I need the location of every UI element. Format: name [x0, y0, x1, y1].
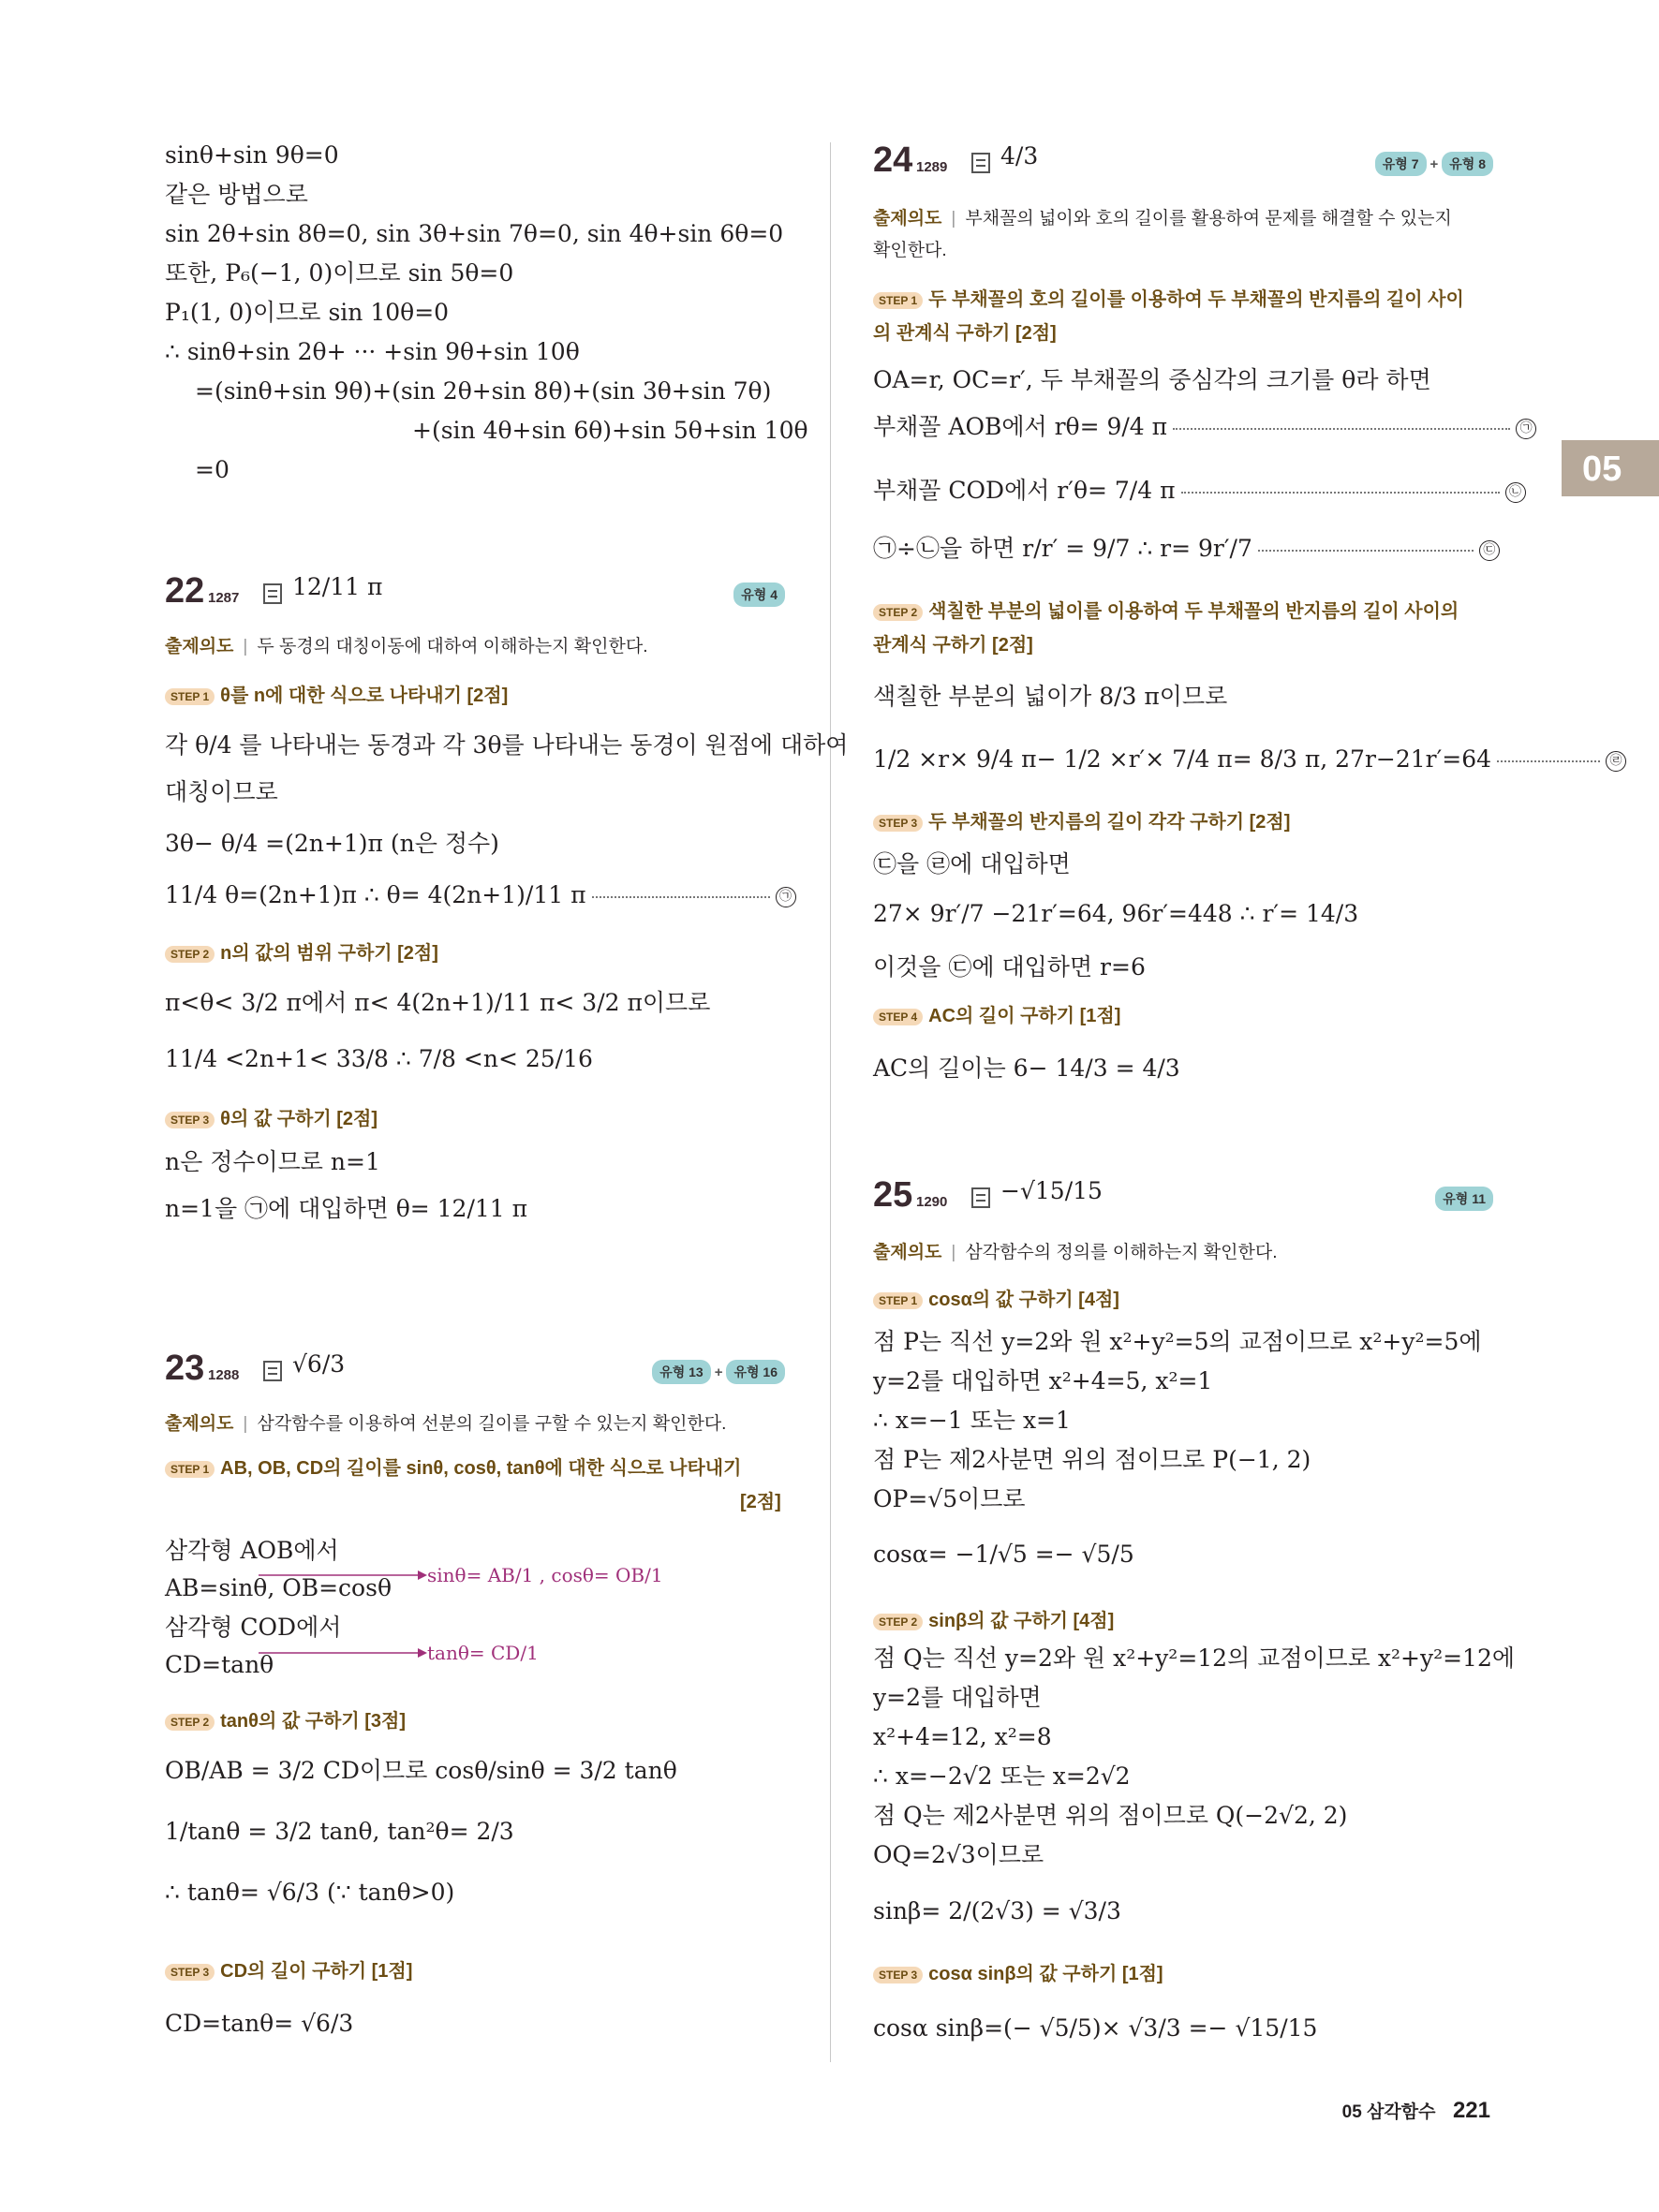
p24-s1-line3: 부채꼴 COD에서 r′θ= 7/4 π ㉡ [873, 476, 1526, 506]
p25-s2-line4: ∴ x=−2√2 또는 x=2√2 [873, 1762, 1131, 1790]
p22-s3-line1: n은 정수이므로 n=1 [165, 1148, 380, 1175]
cont-line-2: 같은 방법으로 [165, 181, 308, 208]
answer-value: 4/3 [1000, 142, 1039, 170]
intent-label: 출제의도 [165, 637, 234, 656]
p23-s1-line1: 삼각형 AOB에서 [165, 1537, 339, 1564]
answer-value: −√15/15 [1000, 1177, 1103, 1204]
intent-text: 두 동경의 대칭이동에 대하여 이해하는지 확인한다. [257, 637, 648, 656]
intent-label: 출제의도 [165, 1414, 234, 1434]
p24-s2-line2: 1/2 ×r× 9/4 π− 1/2 ×r′× 7/4 π= 8/3 π, 27r−21r′=64 ㉣ [873, 745, 1626, 774]
p22-s1-line3: 3θ− θ/4 =(2n+1)π (n은 정수) [165, 830, 499, 857]
cont-line-3: sin 2θ+sin 8θ=0, sin 3θ+sin 7θ=0, sin 4θ+sin 6θ=0 [165, 220, 784, 247]
cont-line-6: ∴ sinθ+sin 2θ+ ··· +sin 9θ+sin 10θ [165, 338, 580, 365]
p24-s2-line1: 색칠한 부분의 넓이가 8/3 π이므로 [873, 683, 1228, 710]
problem-24-header [873, 140, 1493, 191]
p23-s2-line2: 1/tanθ = 3/2 tanθ, tan²θ= 2/3 [165, 1818, 514, 1845]
p25-s1-line4: 점 P는 제2사분면 위의 점이므로 P(−1, 2) [873, 1446, 1311, 1473]
p25-s2-line1: 점 Q는 직선 y=2와 원 x²+y²=12의 교점이므로 x²+y²=12에 [873, 1644, 1515, 1672]
problem-25-step2 [873, 1604, 1114, 1638]
problem-24-step1-cont: 의 관계식 구하기 [2점] [873, 323, 1057, 344]
answer-value: 12/11 π [292, 573, 383, 600]
problem-23-step3 [165, 1954, 412, 1988]
step-title: AC의 길이 구하기 [1점] [928, 1006, 1121, 1026]
type-badge: 유형 16 [726, 1360, 785, 1384]
p24-s4-line1: AC의 길이는 6− 14/3 = 4/3 [873, 1054, 1180, 1082]
intent-text: 부채꼴의 넓이와 호의 길이를 활용하여 문제를 해결할 수 있는지 [965, 209, 1452, 229]
problem-23-step2 [165, 1704, 406, 1738]
answer-value: √6/3 [292, 1350, 346, 1378]
problem-24-step4 [873, 999, 1120, 1033]
p23-step1-points: [2점] [740, 1492, 781, 1512]
step-tag: STEP 3 [873, 1967, 923, 1983]
step-title: θ의 값 구하기 [2점] [220, 1109, 378, 1129]
p23-s1-line3: 삼각형 COD에서 [165, 1614, 342, 1641]
step-title: sinβ의 값 구하기 [4점] [928, 1611, 1115, 1631]
step-tag: STEP 2 [165, 1714, 215, 1731]
step-tag: STEP 1 [165, 1461, 215, 1478]
step-title: cosα의 값 구하기 [4점] [928, 1290, 1119, 1310]
intent-label: 출제의도 [873, 209, 942, 229]
problem-23-step1 [165, 1452, 741, 1485]
step-title: tanθ의 값 구하기 [3점] [220, 1711, 406, 1732]
step-title: θ를 n에 대한 식으로 나타내기 [2점] [220, 686, 509, 706]
marker-4: ㉣ [1606, 751, 1626, 772]
problem-number: 22 [165, 571, 205, 611]
p25-s3-line1: cosα sinβ=(− √5/5)× √3/3 =− √15/15 [873, 2014, 1318, 2042]
problem-24-step2 [873, 595, 1459, 628]
step-title: CD의 길이 구하기 [1점] [220, 1961, 413, 1982]
p24-s3-line3: 이것을 ㉢에 대입하면 r=6 [873, 953, 1146, 981]
step-title: 색칠한 부분의 넓이를 이용하여 두 부채꼴의 반지름의 길이 사이의 [928, 601, 1459, 622]
p23-s2-line3: ∴ tanθ= √6/3 (∵ tanθ>0) [165, 1879, 455, 1906]
answer-icon [262, 1360, 283, 1382]
step-tag: STEP 2 [165, 946, 215, 963]
intent-label: 출제의도 [873, 1243, 942, 1262]
column-divider [830, 142, 831, 2062]
p25-s2-line2: y=2를 대입하면 [873, 1684, 1042, 1711]
step-tag: STEP 3 [165, 1112, 215, 1128]
chapter-tab-label: 05 [1582, 450, 1622, 489]
problem-24-intent: 출제의도 | 부채꼴의 넓이와 호의 길이를 활용하여 문제를 해결할 수 있는지 [873, 209, 1452, 229]
p25-s2-line5: 점 Q는 제2사분면 위의 점이므로 Q(−2√2, 2) [873, 1802, 1348, 1829]
problem-24-step3 [873, 805, 1290, 839]
step-title: n의 값의 범위 구하기 [2점] [220, 943, 438, 964]
type-badge: 유형 7 [1375, 152, 1427, 176]
footer-page-number: 221 [1452, 2098, 1490, 2123]
type-badge: 유형 8 [1442, 152, 1493, 176]
problem-22-step3 [165, 1102, 378, 1136]
problem-25-step1 [873, 1283, 1119, 1317]
step-tag: STEP 3 [165, 1964, 215, 1981]
p22-s2-line2: 11/4 <2n+1< 33/8 ∴ 7/8 <n< 25/16 [165, 1045, 593, 1072]
step-title: cosα sinβ의 값 구하기 [1점] [928, 1964, 1163, 1984]
marker-3: ㉢ [1479, 540, 1500, 561]
type-badge: 유형 4 [733, 582, 785, 607]
p23-s2-line1: OB/AB = 3/2 CD이므로 cosθ/sinθ = 3/2 tanθ [165, 1757, 677, 1784]
cont-line-5: P₁(1, 0)이므로 sin 10θ=0 [165, 299, 450, 326]
type-badges: 유형 7 + 유형 8 [1375, 152, 1493, 176]
p22-s1-line2: 대칭이므로 [165, 778, 278, 805]
problem-23-header [165, 1349, 785, 1399]
type-badges [733, 582, 785, 607]
p24-s3-line1: ㉢을 ㉣에 대입하면 [873, 850, 1071, 877]
problem-23-intent: 출제의도 | 삼각함수를 이용하여 선분의 길이를 구할 수 있는지 확인한다. [165, 1414, 727, 1434]
intent-text: 삼각함수의 정의를 이해하는지 확인한다. [965, 1243, 1278, 1262]
cont-line-9: =0 [195, 456, 230, 483]
step-tag: STEP 2 [873, 1614, 923, 1630]
step-title: 두 부채꼴의 호의 길이를 이용하여 두 부채꼴의 반지름의 길이 사이 [928, 289, 1464, 310]
p25-s1-line1: 점 P는 직선 y=2와 원 x²+y²=5의 교점이므로 x²+y²=5에 [873, 1328, 1482, 1355]
problem-24-step2-cont: 관계식 구하기 [2점] [873, 635, 1033, 656]
p23-s3-line1: CD=tanθ= √6/3 [165, 2010, 354, 2037]
problem-id: 1288 [208, 1367, 240, 1383]
p22-s1-line4: 11/4 θ=(2n+1)π ∴ θ= 4(2n+1)/11 π ㉠ [165, 880, 796, 910]
step-title: 두 부채꼴의 반지름의 길이 각각 구하기 [2점] [928, 812, 1291, 833]
type-badges: 유형 13 + 유형 16 [652, 1360, 785, 1384]
step-tag: STEP 2 [873, 604, 923, 621]
answer-icon [970, 1187, 991, 1209]
cont-line-4: 또한, P₆(−1, 0)이므로 sin 5θ=0 [165, 259, 514, 287]
answer-icon [262, 582, 283, 605]
marker-2: ㉡ [1505, 482, 1526, 503]
cont-line-7: =(sinθ+sin 9θ)+(sin 2θ+sin 8θ)+(sin 3θ+sin 7θ) [195, 377, 772, 405]
problem-22-step2 [165, 936, 438, 970]
problem-25-header [873, 1175, 1493, 1226]
problem-22-header [165, 571, 785, 622]
p22-s3-line2: n=1을 ㉠에 대입하면 θ= 12/11 π [165, 1195, 528, 1222]
p25-s2-line6: OQ=2√3이므로 [873, 1841, 1044, 1868]
type-badge: 유형 11 [1435, 1187, 1493, 1211]
p23-s1-line2: AB=sinθ, OB=cosθ [165, 1574, 392, 1601]
type-badges [1435, 1187, 1493, 1211]
p24-s1-line1: OA=r, OC=r′, 두 부채꼴의 중심각의 크기를 θ라 하면 [873, 366, 1431, 393]
p23-annotation-1: sinθ= AB/1 , cosθ= OB/1 [427, 1564, 663, 1586]
step-tag: STEP 1 [873, 1292, 923, 1309]
annotation-arrow-1 [259, 1566, 427, 1585]
page-footer [1342, 2098, 1490, 2124]
cont-line-1: sinθ+sin 9θ=0 [165, 141, 339, 169]
p25-s1-line5: OP=√5이므로 [873, 1485, 1026, 1512]
problem-25-step3 [873, 1957, 1163, 1991]
p25-s1-line6: cosα= −1/√5 =− √5/5 [873, 1541, 1134, 1568]
p23-s1-line4: CD=tanθ [165, 1651, 274, 1678]
p24-s1-line2: 부채꼴 AOB에서 rθ= 9/4 π ㉠ [873, 412, 1536, 442]
cont-line-8: +(sin 4θ+sin 6θ)+sin 5θ+sin 10θ [412, 417, 808, 444]
p23-annotation-2: tanθ= CD/1 [427, 1642, 539, 1664]
footer-chapter: 05 삼각함수 [1341, 2102, 1436, 2122]
p25-s1-line2: y=2를 대입하면 x²+4=5, x²=1 [873, 1367, 1213, 1394]
step-tag: STEP 4 [873, 1009, 923, 1025]
problem-24-intent-cont: 확인한다. [873, 241, 947, 260]
p25-s1-line3: ∴ x=−1 또는 x=1 [873, 1407, 1071, 1434]
problem-id: 1287 [208, 590, 240, 606]
marker-1: ㉠ [776, 887, 796, 907]
type-badge: 유형 13 [652, 1360, 711, 1384]
answer-icon [970, 152, 991, 174]
p24-s1-line4: ㉠÷㉡을 하면 r/r′ = 9/7 ∴ r= 9r′/7 ㉢ [873, 534, 1500, 564]
step-title: AB, OB, CD의 길이를 sinθ, cosθ, tanθ에 대한 식으로 나타내기 [220, 1458, 742, 1479]
marker-1: ㉠ [1516, 419, 1536, 439]
problem-id: 1290 [916, 1194, 948, 1210]
annotation-arrow-2 [259, 1644, 427, 1662]
problem-24-step1 [873, 283, 1464, 317]
problem-22-intent: 출제의도 | 두 동경의 대칭이동에 대하여 이해하는지 확인한다. [165, 637, 648, 656]
problem-25-intent: 출제의도 | 삼각함수의 정의를 이해하는지 확인한다. [873, 1243, 1278, 1262]
problem-number: 25 [873, 1175, 913, 1215]
step-tag: STEP 1 [165, 688, 215, 705]
intent-text: 삼각함수를 이용하여 선분의 길이를 구할 수 있는지 확인한다. [257, 1414, 727, 1434]
problem-22-step1 [165, 679, 508, 713]
p25-s2-line3: x²+4=12, x²=8 [873, 1723, 1052, 1750]
p24-s3-line2: 27× 9r′/7 −21r′=64, 96r′=448 ∴ r′= 14/3 [873, 900, 1359, 927]
problem-number: 23 [165, 1349, 205, 1388]
problem-id: 1289 [916, 159, 948, 175]
step-tag: STEP 3 [873, 815, 923, 832]
problem-number: 24 [873, 140, 913, 180]
p25-s2-line7: sinβ= 2/(2√3) = √3/3 [873, 1897, 1121, 1924]
p22-s2-line1: π<θ< 3/2 π에서 π< 4(2n+1)/11 π< 3/2 π이므로 [165, 989, 711, 1016]
step-tag: STEP 1 [873, 292, 923, 309]
p22-s1-line1: 각 θ/4 를 나타내는 동경과 각 3θ를 나타내는 동경이 원점에 대하여 [165, 731, 849, 759]
chapter-side-tab [1562, 440, 1659, 496]
